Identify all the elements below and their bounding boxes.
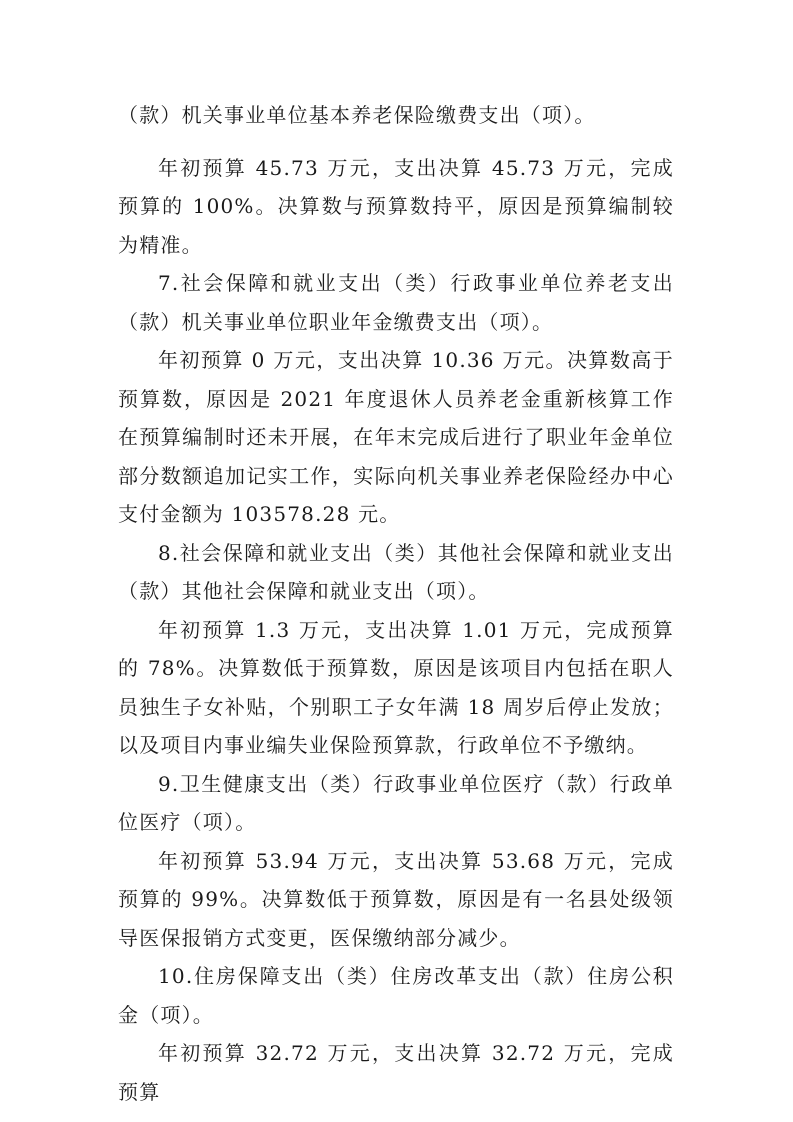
heading-item-10: 10.住房保障支出（类）住房改革支出（款）住房公积金（项）。 xyxy=(118,964,674,1027)
paragraph-budget-occupational-annuity: 年初预算 0 万元，支出决算 10.36 万元。决算数高于预算数，原因是 2021 年度退休人员养老金重新核算工作在预算编制时还未开展，在年末完成后进行了职业年金单位部分数额追加记实工作，实际向机关事业养老保险经办中心支付金额为 103578.28 元。 xyxy=(118,348,674,526)
paragraph-continuation: （款）机关事业单位基本养老保险缴费支出（项）。 xyxy=(118,103,596,127)
heading-item-9: 9.卫生健康支出（类）行政事业单位医疗（款）行政单位医疗（项）。 xyxy=(118,771,674,834)
heading-item-7: 7.社会保障和就业支出（类）行政事业单位养老支出（款）机关事业单位职业年金缴费支出（项）。 xyxy=(118,271,674,334)
paragraph-budget-other-social-security: 年初预算 1.3 万元，支出决算 1.01 万元，完成预算的 78%。决算数低于预算数，原因是该项目内包括在职人员独生子女补贴，个别职工子女年满 18 周岁后停止发放；以及项目内事业编失业保险预算款，行政单位不予缴纳。 xyxy=(118,617,674,757)
document-page xyxy=(118,96,674,1111)
paragraph-budget-housing-fund: 年初预算 32.72 万元，支出决算 32.72 万元，完成预算 xyxy=(118,1041,674,1104)
paragraph-budget-medical: 年初预算 53.94 万元，支出决算 53.68 万元，完成预算的 99%。决算数低于预算数，原因是有一名县处级领导医保报销方式变更，医保缴纳部分减少。 xyxy=(118,848,674,950)
paragraph-budget-pension-insurance: 年初预算 45.73 万元，支出决算 45.73 万元，完成预算的 100%。决算数与预算数持平，原因是预算编制较为精准。 xyxy=(118,155,674,257)
heading-item-8: 8.社会保障和就业支出（类）其他社会保障和就业支出（款）其他社会保障和就业支出（项）。 xyxy=(118,540,674,603)
paragraph-gap xyxy=(118,135,674,149)
